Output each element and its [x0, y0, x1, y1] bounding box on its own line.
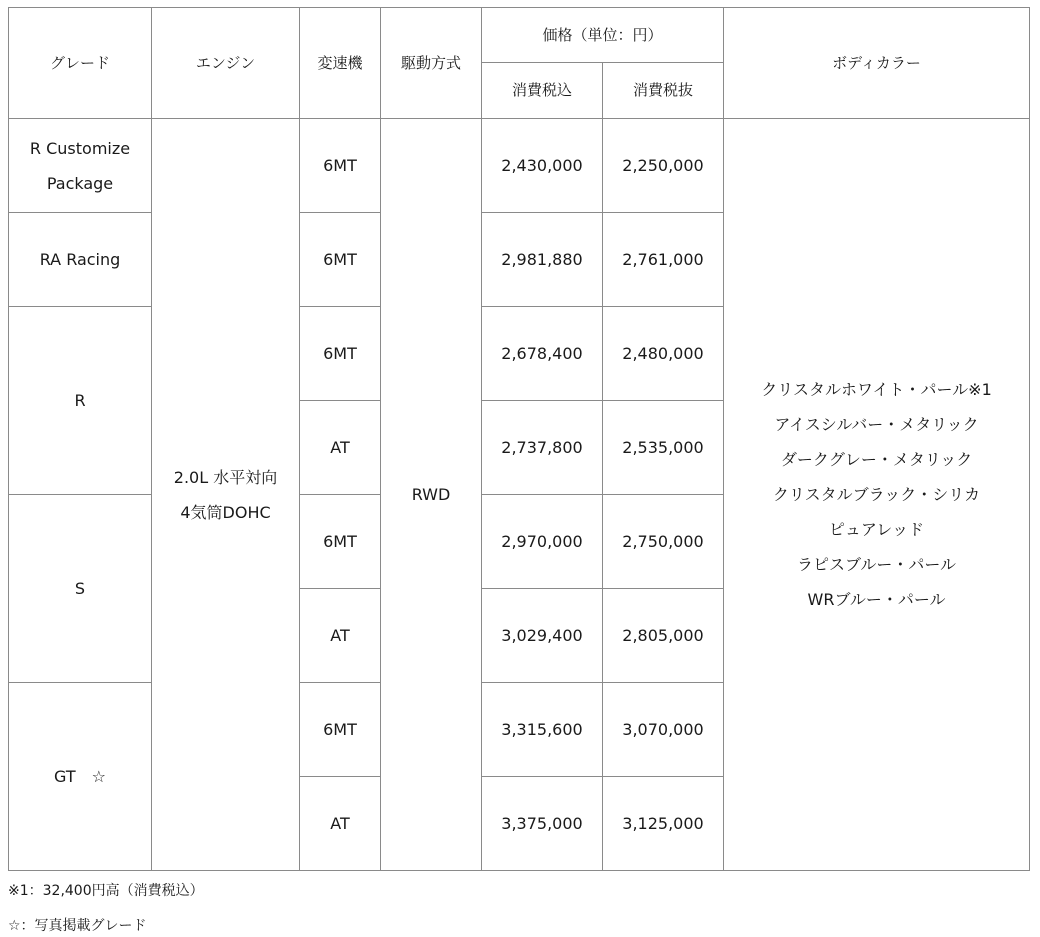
- engine-line1: 2.0L 水平対向: [173, 467, 278, 487]
- footnote-photo-grade: ☆：写真掲載グレード: [8, 918, 147, 934]
- price-incl-tax-cell: 2,970,000: [482, 495, 603, 589]
- price-excl-tax-cell: 2,805,000: [603, 589, 724, 683]
- price-excl-tax-cell: 3,125,000: [603, 777, 724, 871]
- header-body-color: ボディカラー: [724, 8, 1030, 119]
- transmission-cell: AT: [300, 401, 381, 495]
- body-color-item: アイスシルバー・メタリック: [774, 415, 979, 434]
- transmission-cell: 6MT: [300, 213, 381, 307]
- price-incl-tax-cell: 2,678,400: [482, 307, 603, 401]
- grade-r-customize-package: [9, 119, 152, 213]
- body-color-item: クリスタルホワイト・パール※1: [761, 380, 992, 399]
- header-price-excl-tax: 消費税抜: [603, 63, 724, 119]
- drive-cell: RWD: [381, 119, 482, 871]
- header-drive: 駆動方式: [381, 8, 482, 119]
- price-excl-tax-cell: 3,070,000: [603, 683, 724, 777]
- price-excl-tax-cell: 2,250,000: [603, 119, 724, 213]
- header-grade: グレード: [9, 8, 152, 119]
- price-excl-tax-cell: 2,761,000: [603, 213, 724, 307]
- footnote-color-surcharge: ※1：32,400円高（消費税込）: [8, 883, 204, 899]
- body-color-item: ピュアレッド: [828, 520, 925, 539]
- grade-label-line2: Package: [46, 173, 114, 193]
- grade-ra-racing: RA Racing: [9, 213, 152, 307]
- price-spec-table: [8, 7, 1030, 871]
- body-color-item: ラピスブルー・パール: [796, 555, 957, 574]
- price-excl-tax-cell: 2,535,000: [603, 401, 724, 495]
- transmission-cell: 6MT: [300, 119, 381, 213]
- body-color-item: ダークグレー・メタリック: [780, 450, 973, 469]
- engine-line2: 4気筒DOHC: [180, 502, 271, 522]
- body-color-cell: [724, 119, 1030, 871]
- grade-s: S: [9, 495, 152, 683]
- grade-label-line1: R Customize: [29, 138, 131, 158]
- body-color-item: WRブルー・パール: [807, 590, 946, 609]
- transmission-cell: 6MT: [300, 683, 381, 777]
- transmission-cell: AT: [300, 589, 381, 683]
- header-engine: エンジン: [152, 8, 300, 119]
- grade-gt: GT ☆: [9, 683, 152, 871]
- price-incl-tax-cell: 2,430,000: [482, 119, 603, 213]
- header-row: [9, 8, 1030, 63]
- header-transmission: 変速機: [300, 8, 381, 119]
- transmission-cell: 6MT: [300, 307, 381, 401]
- table-row: [9, 119, 1030, 213]
- grade-r: R: [9, 307, 152, 495]
- body-color-item: クリスタルブラック・シリカ: [772, 485, 981, 504]
- price-excl-tax-cell: 2,480,000: [603, 307, 724, 401]
- header-price-incl-tax: 消費税込: [482, 63, 603, 119]
- engine-cell: [152, 119, 300, 871]
- price-incl-tax-cell: 3,315,600: [482, 683, 603, 777]
- price-incl-tax-cell: 3,375,000: [482, 777, 603, 871]
- price-incl-tax-cell: 2,737,800: [482, 401, 603, 495]
- header-price: 価格（単位：円）: [482, 8, 724, 63]
- price-incl-tax-cell: 2,981,880: [482, 213, 603, 307]
- transmission-cell: AT: [300, 777, 381, 871]
- transmission-cell: 6MT: [300, 495, 381, 589]
- price-excl-tax-cell: 2,750,000: [603, 495, 724, 589]
- price-incl-tax-cell: 3,029,400: [482, 589, 603, 683]
